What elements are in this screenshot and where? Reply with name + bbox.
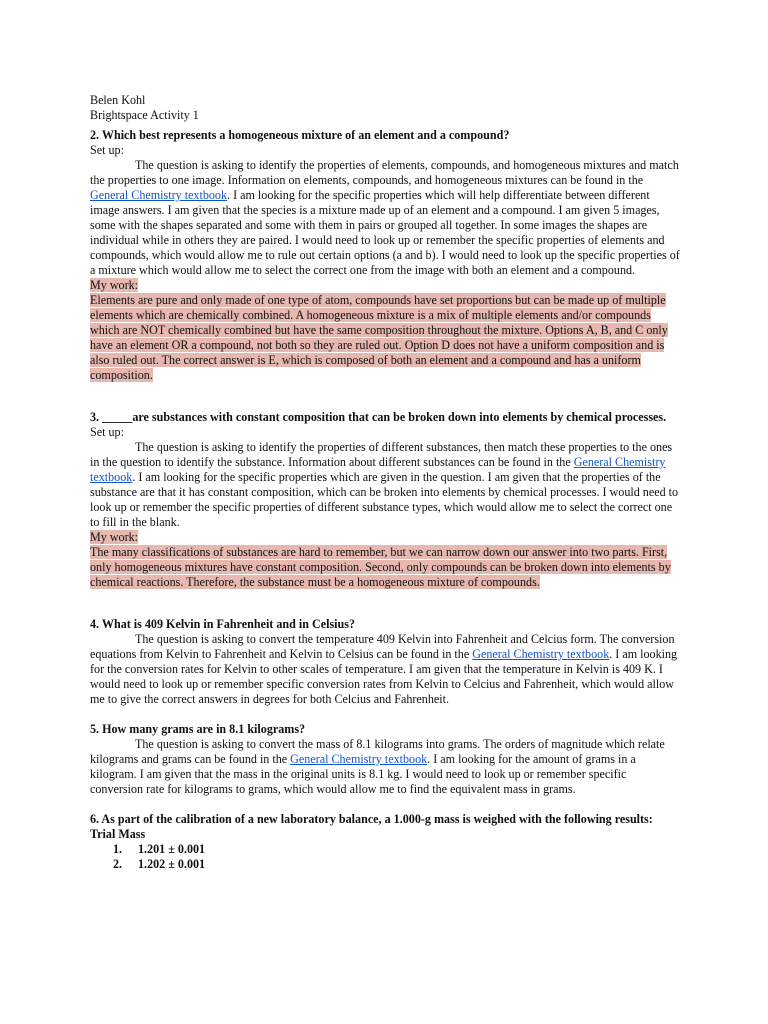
- textbook-link[interactable]: General Chemistry textbook: [290, 752, 428, 766]
- trial-item: 2. 1.202 ± 0.001: [113, 857, 206, 871]
- q6-table-header: Trial Mass: [90, 827, 146, 841]
- textbook-link[interactable]: General Chemistry textbook: [90, 188, 228, 202]
- course-title: Brightspace Activity 1: [90, 108, 199, 122]
- q5-setup-text: The question is asking to convert the mass of 8.1 kilograms into grams. The orders of magnitude which relate kilograms and grams can be found in the General Chemistry textbook. I am looking for the amount of grams in a kilogram. I am given that the mass in the original units is 8.1 kg. I would need to look up or remember specific conversion rate for kilograms to grams, which would allow me to find the equivalent mass in grams.: [90, 737, 665, 796]
- q3-work-label: My work:: [90, 530, 139, 544]
- q2-setup-label: Set up:: [90, 143, 124, 157]
- textbook-link[interactable]: General Chemistry textbook: [90, 455, 666, 484]
- document-body: [90, 93, 682, 872]
- q2-work-label: My work:: [90, 278, 139, 292]
- q2-setup-text: The question is asking to identify the properties of elements, compounds, and homogeneous mixtures and match the properties to one image. Information on elements, compounds, and homogeneous mixtures can be found in the General Chemistry textbook. I am looking for the specific properties which will help differentiate between different image answers. I am given that the species is a mixture made up of an element and a compound. I am given 5 images, some with the shapes separated and some with them in pairs or grouped all together. In some images the shapes are individual while in others they are paired. I would need to look up or remember the specific properties of elements and compounds, which would allow me to rule out certain options (a and b). I would need to look up the specific properties of a mixture which would allow me to select the correct one from the image with both an element and a compound.: [90, 158, 680, 277]
- q6-question: 6. As part of the calibration of a new laboratory balance, a 1.000-g mass is weighed with the following results:: [90, 812, 653, 826]
- q4-question: 4. What is 409 Kelvin in Fahrenheit and in Celsius?: [90, 617, 355, 631]
- q3-setup-label: Set up:: [90, 425, 124, 439]
- q2-work-text: Elements are pure and only made of one type of atom, compounds have set proportions but can be made up of multiple elements which are chemically combined. A homogeneous mixture is a mix of multiple elements and/or compounds which are NOT chemically combined but have the same composition throughout the mixture. Options A, B, and C only have an element OR a compound, not both so they are ruled out. Option D does not have a uniform composition and is also ruled out. The correct answer is E, which is composed of both an element and a compound and has a uniform composition.: [90, 293, 668, 382]
- q4-setup-text: The question is asking to convert the temperature 409 Kelvin into Fahrenheit and Celcius form. The conversion equations from Kelvin to Fahrenheit and Kelvin to Celsius can be found in the General Chemistry textbook. I am looking for the conversion rates for Kelvin to other scales of temperature. I am given that the temperature in Kelvin is 409 K. I would need to look up or remember specific conversion rates from Kelvin to Celcius and Fahrenheit, which would allow me to give the correct answers in degrees for both Celcius and Fahrenheit.: [90, 632, 678, 706]
- q2-question: 2. Which best represents a homogeneous mixture of an element and a compound?: [90, 128, 510, 142]
- q3-question: 3. _____are substances with constant composition that can be broken down into elements by chemical processes.: [90, 410, 667, 424]
- textbook-link[interactable]: General Chemistry textbook: [472, 647, 610, 661]
- q5-question: 5. How many grams are in 8.1 kilograms?: [90, 722, 306, 736]
- q3-work-text: The many classifications of substances are hard to remember, but we can narrow down our answer into two parts. First, only homogeneous mixtures have constant composition. Second, only compounds can be broken down into elements by chemical reactions. Therefore, the substance must be a homogeneous mixture of compounds.: [90, 545, 671, 589]
- q3-setup-text: The question is asking to identify the properties of different substances, then match these properties to the ones in the question to identify the substance. Information about different substances can be found in the General Chemistry textbook. I am looking for the specific properties which are given in the question. I am given that the properties of the substance are that it has constant composition, which can be broken into elements by chemical processes. I would need to look up or remember the specific properties of different substance types, which would allow me to select the correct one to fill in the blank.: [90, 440, 679, 529]
- trial-list: [90, 842, 682, 872]
- author-name: Belen Kohl: [90, 93, 146, 107]
- trial-item: 1. 1.201 ± 0.001: [113, 842, 206, 856]
